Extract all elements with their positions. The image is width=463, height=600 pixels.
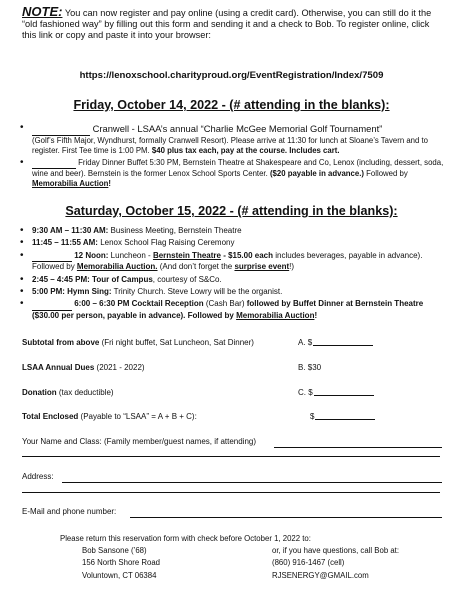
subtotal-blank[interactable]	[313, 345, 373, 346]
note-text: You can now register and pay online (using a credit card). Otherwise, you can still do it the “old fashioned way” by filling out this form and sending it and a check to Bob. To register online, click this link or copy and paste it into your browser:	[22, 8, 432, 40]
dinner-detail	[32, 158, 450, 189]
list-item	[20, 158, 450, 189]
donation-value	[298, 388, 374, 397]
hymn-title: Hymn Sing:	[64, 287, 112, 297]
tour-text: , courtesy of S&Co.	[152, 274, 222, 284]
note-lead: NOTE:	[22, 4, 63, 19]
subtotal-label-text: (Fri night buffet, Sat Luncheon, Sat Dinner)	[99, 338, 254, 347]
golf-title: Cranwell - LSAA’s annual “Charlie McGee Memorial Golf Tournament”	[90, 123, 383, 134]
total-label	[22, 412, 197, 421]
name-input-line[interactable]	[274, 447, 442, 448]
dues-label-bold: LSAA Annual Dues	[22, 363, 95, 372]
golf-count-blank[interactable]	[32, 123, 90, 136]
name-label: Your Name and Class: (Family member/guest names, if attending)	[22, 437, 257, 446]
meeting-time: 9:30 AM – 11:30 AM:	[32, 226, 109, 235]
footer	[60, 533, 440, 580]
cocktail-text: (Cash Bar)	[203, 299, 247, 309]
mail-name: Bob Sansone (’68)	[82, 546, 147, 555]
lunch-text-2: includes beverages, payable in advance). Followed by	[32, 250, 423, 272]
registration-link[interactable]: https://lenoxschool.charityproud.org/EventRegistration/Index/7509	[79, 70, 384, 81]
friday-heading: Friday, October 14, 2022 - (# attending in the blanks):	[73, 98, 390, 112]
tour-title: Tour of Campus	[89, 274, 153, 284]
dues-value: B. $30	[298, 363, 322, 372]
address-label: Address:	[22, 472, 54, 481]
hymn-text: Trinity Church. Steve Lowry will be the organist.	[111, 287, 283, 297]
address-input-line[interactable]	[62, 482, 442, 483]
email-input-line[interactable]	[130, 517, 442, 518]
donation-blank[interactable]	[314, 395, 374, 396]
dinner-text: Friday Dinner Buffet 5:30 PM, Bernstein Theatre at Shakespeare and Co, Lenox (including, dessert, soda, wine and beer). Bernstein is the former Lenox School Sports Center.	[32, 158, 444, 178]
golf-detail	[32, 136, 450, 156]
lunch-time: 12 Noon:	[72, 250, 109, 260]
contact-email[interactable]: RJSENERGY@GMAIL.com	[272, 570, 369, 580]
golf-detail-text: (Golf’s Fifth Major, Wyndhurst, formally Cranwell Resort). Please arrive at 11:30 for lunch at Sloane’s Tavern and to register. First Tee time is 1:00 PM.	[32, 136, 429, 155]
mail-city: Voluntown, CT 06384	[82, 570, 157, 580]
name-input-line-2[interactable]	[22, 456, 440, 457]
cocktail-excl: !	[314, 310, 318, 320]
list-item	[20, 299, 450, 321]
tour-time: 2:45 – 4:45 PM:	[32, 274, 90, 284]
list-item	[20, 275, 450, 285]
contact-intro: or, if you have questions, call Bob at:	[272, 546, 399, 555]
address-field	[22, 472, 442, 483]
total-prefix: $	[310, 412, 315, 421]
lunch-text-3: (And don’t forget the	[157, 262, 235, 272]
golf-price: $40 plus tax each, pay at the course. Includes cart.	[151, 146, 340, 155]
dinner-followed: Followed by	[363, 169, 408, 178]
total-label-text: (Payable to “LSAA” = A + B + C):	[78, 412, 197, 421]
saturday-list	[20, 226, 450, 323]
lunch-price: - $15.00 each	[220, 250, 274, 260]
cocktail-auction: Memorabilia Auction	[236, 310, 315, 320]
lunch-place: Bernstein Theatre	[152, 250, 221, 260]
donation-prefix: C. $	[298, 388, 313, 397]
dinner-auction: Memorabilia Auction	[32, 179, 109, 188]
cocktail-count-blank[interactable]	[32, 299, 72, 310]
list-item	[20, 123, 450, 156]
subtotal-value	[298, 338, 373, 347]
name-field	[22, 437, 442, 448]
lunch-text: Luncheon -	[108, 250, 153, 260]
flag-time: 11:45 – 11:55 AM:	[32, 238, 98, 248]
footer-intro: Please return this reservation form with check before October 1, 2022 to:	[60, 534, 311, 543]
lunch-count-blank[interactable]	[32, 251, 72, 262]
total-blank[interactable]	[315, 419, 375, 420]
saturday-heading: Saturday, October 15, 2022 - (# attending in the blanks):	[65, 204, 398, 218]
dinner-count-blank[interactable]	[32, 158, 76, 169]
lunch-auction: Memorabilia Auction.	[76, 262, 158, 272]
donation-label	[22, 388, 114, 397]
list-item	[20, 287, 450, 297]
note-paragraph	[22, 6, 442, 41]
total-label-bold: Total Enclosed	[22, 412, 79, 421]
cocktail-detail: followed by Buffet Dinner at Bernstein Theatre ($30.00 per person, payable in advance). Followed by	[32, 299, 424, 320]
dinner-price: ($20 payable in advance.)	[269, 169, 364, 178]
dues-label-text: (2021 - 2022)	[94, 363, 145, 372]
email-label: E-Mail and phone number:	[22, 507, 117, 516]
meeting-text: Business Meeting, Bernstein Theatre	[108, 226, 242, 235]
contact-phone[interactable]: (860) 916-1467 (cell)	[272, 558, 345, 568]
list-item	[20, 226, 450, 236]
subtotal-prefix: A. $	[298, 338, 313, 347]
dinner-excl: !	[108, 179, 111, 188]
surprise-event: surprise event	[234, 262, 290, 272]
friday-list	[20, 123, 450, 191]
cocktail-time: 6:00 – 6:30 PM Cocktail Reception	[72, 299, 204, 309]
list-item	[20, 238, 450, 248]
lunch-text-4: !)	[289, 262, 295, 272]
donation-label-text: (tax deductible)	[56, 388, 114, 397]
contact-info	[272, 545, 399, 582]
hymn-time: 5:00 PM:	[32, 287, 65, 297]
list-item	[20, 251, 450, 273]
email-field	[22, 507, 442, 518]
subtotal-label-bold: Subtotal from above	[22, 338, 100, 347]
donation-label-bold: Donation	[22, 388, 57, 397]
address-input-line-2[interactable]	[22, 492, 440, 493]
subtotal-label	[22, 338, 254, 347]
dues-label	[22, 363, 145, 372]
total-value	[310, 412, 375, 421]
mail-address	[82, 545, 160, 582]
flag-text: Lenox School Flag Raising Ceremony	[97, 238, 235, 248]
mail-street: 156 North Shore Road	[82, 558, 161, 568]
